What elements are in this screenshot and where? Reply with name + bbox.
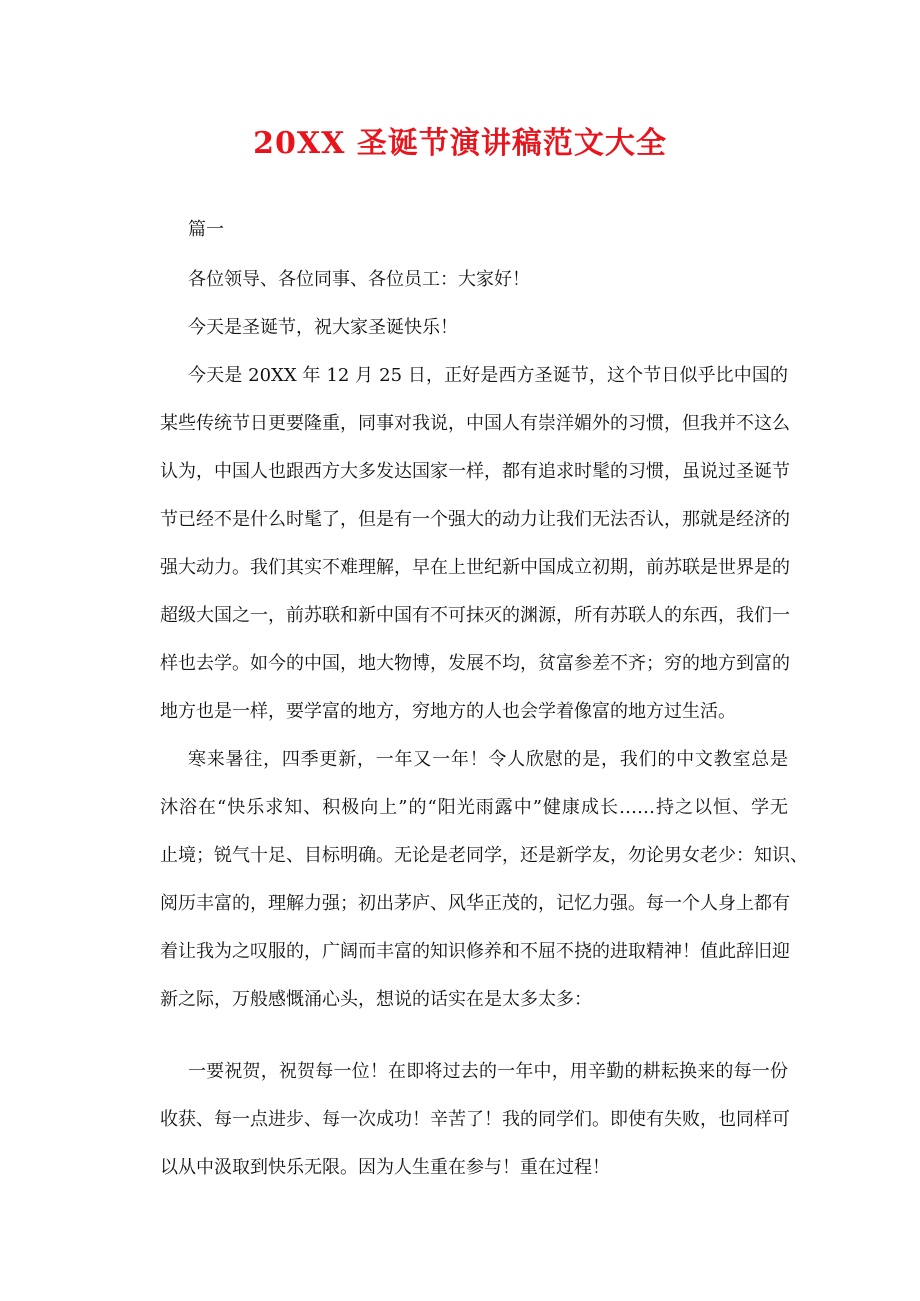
paragraph-1-line: 样也去学。如今的中国，地大物博，发展不均，贫富参差不齐；穷的地方到富的 — [160, 653, 790, 674]
document-title: 20XX 圣诞节演讲稿范文大全 — [253, 126, 667, 161]
greeting-line: 各位领导、各位同事、各位员工：大家好！ — [188, 269, 530, 290]
paragraph-1-line: 节已经不是什么时髦了，但是有一个强大的动力让我们无法否认，那就是经济的 — [160, 509, 790, 530]
paragraph-3-line: 收获、每一点进步、每一次成功！辛苦了！我的同学们。即使有失败，也同样可 — [160, 1109, 790, 1130]
paragraph-1-line: 超级大国之一，前苏联和新中国有不可抹灭的渊源，所有苏联人的东西，我们一 — [160, 605, 790, 626]
paragraph-1-line: 某些传统节日更要隆重，同事对我说，中国人有崇洋媚外的习惯，但我并不这么 — [160, 413, 790, 434]
paragraph-1-line: 强大动力。我们其实不难理解，早在上世纪新中国成立初期，前苏联是世界是的 — [160, 557, 790, 578]
paragraph-2-line: 阅历丰富的，理解力强；初出茅庐、风华正茂的，记忆力强。每一个人身上都有 — [160, 893, 790, 914]
paragraph-3-line: 一要祝贺，祝贺每一位！在即将过去的一年中，用辛勤的耕耘换来的每一份 — [188, 1061, 788, 1082]
wish-line: 今天是圣诞节，祝大家圣诞快乐！ — [188, 317, 458, 338]
paragraph-3-line: 以从中汲取到快乐无限。因为人生重在参与！重在过程！ — [160, 1157, 610, 1178]
paragraph-1-line: 地方也是一样，要学富的地方，穷地方的人也会学着像富的地方过生活。 — [160, 701, 736, 722]
paragraph-2-line: 着让我为之叹服的，广阔而丰富的知识修养和不屈不挠的进取精神！值此辞旧迎 — [160, 941, 790, 962]
paragraph-2-line: 止境；锐气十足、目标明确。无论是老同学，还是新学友，勿论男女老少：知识、 — [160, 845, 808, 866]
paragraph-2-line: 新之际，万般感慨涌心头，想说的话实在是太多太多： — [160, 989, 592, 1010]
paragraph-1-line: 认为，中国人也跟西方大多发达国家一样，都有追求时髦的习惯，虽说过圣诞节 — [160, 461, 790, 482]
paragraph-2-line: 寒来暑往，四季更新，一年又一年！令人欣慰的是，我们的中文教室总是 — [188, 749, 788, 770]
paragraph-1-line: 今天是 20XX 年 12 月 25 日，正好是西方圣诞节，这个节日似乎比中国的 — [188, 365, 788, 386]
section-heading: 篇一 — [188, 219, 224, 240]
paragraph-2-line: 沐浴在“快乐求知、积极向上”的“阳光雨露中”健康成长……持之以恒、学无 — [160, 797, 788, 818]
